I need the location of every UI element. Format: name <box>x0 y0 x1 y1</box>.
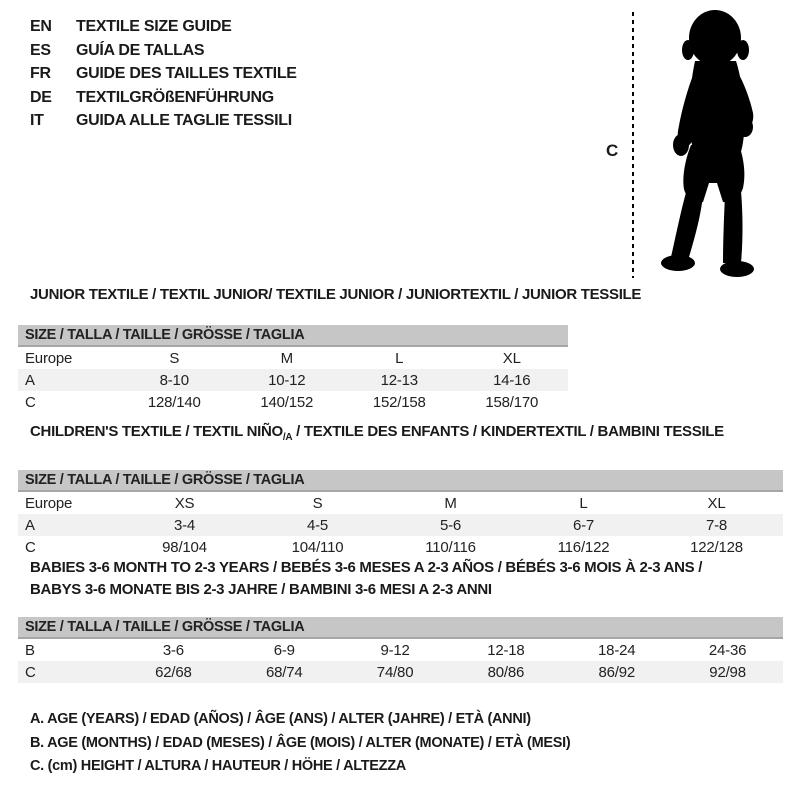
size-cell: L <box>579 494 588 512</box>
height-cell: 86/92 <box>598 663 635 681</box>
table-row <box>18 639 783 661</box>
toddler-silhouette-image <box>645 5 780 290</box>
height-cell: 68/74 <box>265 663 303 681</box>
title-text: CHILDREN'S TEXTILE / TEXTIL NIÑO <box>30 423 283 440</box>
table-row <box>18 492 783 514</box>
row-label: A <box>25 371 35 389</box>
size-cell: L <box>395 349 404 367</box>
age-cell: 4-5 <box>306 516 329 534</box>
size-cell: XS <box>174 494 195 512</box>
height-cell: 116/122 <box>557 538 610 556</box>
age-cell: 14-16 <box>493 371 531 389</box>
language-title-block <box>30 15 297 133</box>
age-cell: 24-36 <box>708 641 747 659</box>
lang-code: EN <box>30 18 52 35</box>
size-cell: XL <box>707 494 726 512</box>
age-cell: 10-12 <box>268 371 306 389</box>
height-cell: 122/128 <box>690 538 743 556</box>
row-label: A <box>25 516 35 534</box>
age-cell: 3-4 <box>173 516 196 534</box>
row-label: B <box>25 641 35 659</box>
children-section-title <box>30 421 783 449</box>
lang-title: GUIDE DES TAILLES TEXTILE <box>76 65 297 82</box>
size-cell: S <box>169 349 180 367</box>
lang-title: TEXTILGRÖßENFÜHRUNG <box>76 88 274 106</box>
footnote-b: B. AGE (MONTHS) / EDAD (MESES) / ÂGE (MOIS) / ALTER (MONATE) / ETÀ (MESI) <box>30 734 571 751</box>
row-label: Europe <box>25 349 73 367</box>
lang-code: ES <box>30 41 51 59</box>
lang-row-de <box>30 86 297 110</box>
size-cell: XL <box>502 349 521 367</box>
table-row <box>18 369 568 391</box>
age-cell: 18-24 <box>598 641 636 659</box>
height-dotted-line <box>632 12 634 278</box>
height-cell: 74/80 <box>376 663 414 681</box>
size-cell: M <box>444 494 457 512</box>
lang-title: TEXTILE SIZE GUIDE <box>76 18 232 35</box>
table-row <box>18 347 568 369</box>
babies-size-table <box>18 639 783 683</box>
children-section <box>18 421 783 558</box>
children-size-header-bar: SIZE / TALLA / TAILLE / GRÖSSE / TAGLIA <box>18 470 783 492</box>
size-cell: S <box>312 494 323 512</box>
age-cell: 6-7 <box>572 516 595 534</box>
babies-size-header-bar: SIZE / TALLA / TAILLE / GRÖSSE / TAGLIA <box>18 617 783 639</box>
height-cell: 128/140 <box>147 393 201 411</box>
height-cell: 110/116 <box>425 538 476 556</box>
babies-section-title-line1: BABIES 3-6 MONTH TO 2-3 YEARS / BEBÉS 3-6 MESES A 2-3 AÑOS / BÉBÉS 3-6 MOIS À 2-3 ANS / <box>30 559 703 576</box>
babies-section <box>18 557 783 683</box>
height-cell: 80/86 <box>487 663 525 681</box>
age-cell: 8-10 <box>159 371 189 389</box>
table-row <box>18 536 783 558</box>
age-cell: 7-8 <box>705 516 728 534</box>
row-label: C <box>25 663 36 681</box>
lang-code: DE <box>30 88 52 106</box>
title-subscript: /A <box>282 432 293 443</box>
lang-code: FR <box>30 65 51 82</box>
table-row <box>18 514 783 536</box>
age-cell: 12-13 <box>380 371 418 389</box>
junior-section <box>18 284 642 413</box>
age-cell: 6-9 <box>273 641 295 659</box>
junior-section-title: JUNIOR TEXTILE / TEXTIL JUNIOR/ TEXTILE JUNIOR / JUNIORTEXTIL / JUNIOR TESSILE <box>30 286 642 303</box>
age-cell: 9-12 <box>380 641 410 659</box>
height-cell: 98/104 <box>162 538 207 556</box>
lang-row-en <box>30 15 297 39</box>
lang-title: GUÍA DE TALLAS <box>76 41 205 59</box>
lang-row-fr <box>30 62 297 86</box>
table-row <box>18 391 568 413</box>
row-label: C <box>25 538 36 556</box>
title-text: / TEXTILE DES ENFANTS / KINDERTEXTIL / BAMBINI TESSILE <box>292 423 724 440</box>
row-label: C <box>25 393 36 411</box>
footnotes-block <box>30 708 570 779</box>
height-cell: 140/152 <box>260 393 314 411</box>
height-cell: 158/170 <box>485 393 539 411</box>
footnote-c: C. (cm) HEIGHT / ALTURA / HAUTEUR / HÖHE / ALTEZZA <box>30 758 406 774</box>
lang-row-it <box>30 109 297 133</box>
children-size-table <box>18 492 783 558</box>
lang-title: GUIDA ALLE TAGLIE TESSILI <box>76 112 292 129</box>
height-measure-label: C <box>606 141 619 160</box>
row-label: Europe <box>25 494 73 512</box>
babies-section-title-line2: BABYS 3-6 MONATE BIS 2-3 JAHRE / BAMBINI 3-6 MESI A 2-3 ANNI <box>30 581 492 598</box>
junior-size-header-bar: SIZE / TALLA / TAILLE / GRÖSSE / TAGLIA <box>18 325 568 347</box>
size-cell: M <box>280 349 293 367</box>
junior-size-table <box>18 347 568 413</box>
age-cell: 12-18 <box>487 641 525 659</box>
table-row <box>18 661 783 683</box>
height-cell: 92/98 <box>709 663 746 681</box>
footnote-a: A. AGE (YEARS) / EDAD (AÑOS) / ÂGE (ANS) / ALTER (JAHRE) / ETÀ (ANNI) <box>30 711 531 727</box>
height-cell: 104/110 <box>291 538 344 556</box>
height-cell: 152/158 <box>372 393 426 411</box>
lang-row-es <box>30 39 297 63</box>
age-cell: 5-6 <box>439 516 462 534</box>
height-cell: 62/68 <box>155 663 192 681</box>
lang-code: IT <box>30 112 44 129</box>
age-cell: 3-6 <box>162 641 184 659</box>
